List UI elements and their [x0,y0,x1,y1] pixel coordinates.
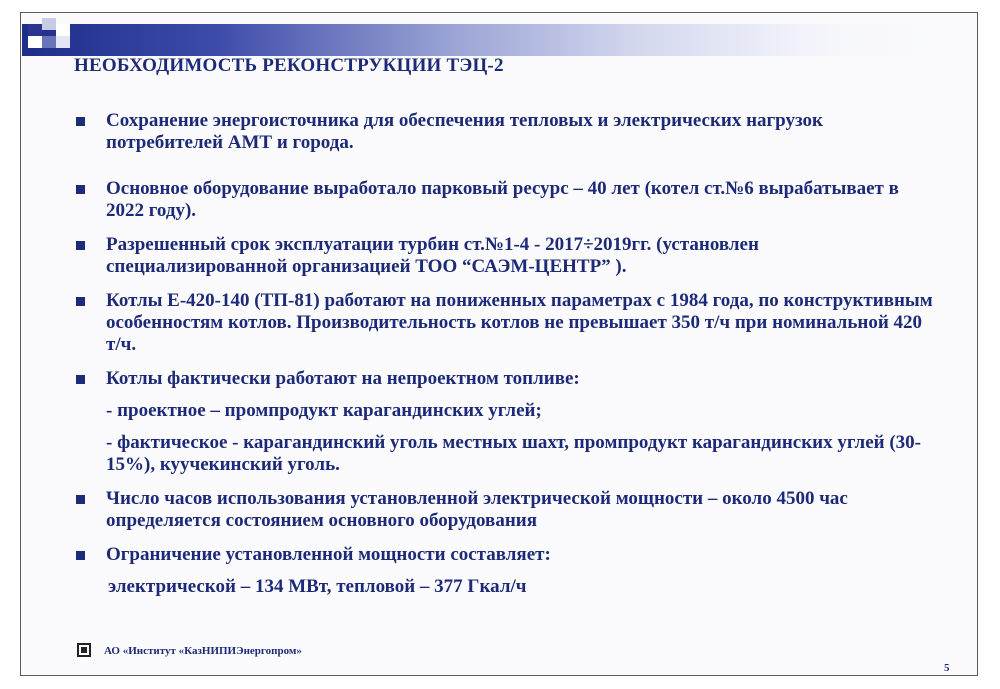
bullet-square-icon [76,241,85,250]
bullet-square-icon [76,117,85,126]
bullet-square-icon [76,551,85,560]
list-item [76,234,936,278]
list-item-text: Основное оборудование выработало парковый ресурс – 40 лет (котел ст.№6 вырабатывает в 2022 году). [106,178,899,221]
footer-organization: АО «Институт «КазНИПИЭнергопром» [104,645,302,657]
sub-item: - фактическое - карагандинский уголь местных шахт, промпродукт карагандинских углей (30-15%), куучекинский уголь. [106,432,921,475]
list-item [76,110,936,154]
bullet-square-icon [76,375,85,384]
list-item [76,544,936,566]
header-gradient-band [22,24,972,56]
bullet-square-icon [76,297,85,306]
list-item [76,178,936,222]
list-item-text: Число часов использования установленной электрической мощности – около 4500 час определяется состоянием основного оборудования [106,488,848,531]
list-item-text: Разрешенный срок эксплуатации турбин ст.№1-4 - 2017÷2019гг. (установлен специализированной организацией ТОО “САЭМ-ЦЕНТР” ). [106,234,759,277]
slide-content [76,110,936,598]
list-item [76,488,936,532]
company-logo-icon [77,643,91,657]
list-item-text: Ограничение установленной мощности составляет: [106,544,551,565]
bullet-square-icon [76,185,85,194]
page-number: 5 [944,662,950,674]
list-item [76,368,936,390]
sub-item: электрической – 134 МВт, тепловой – 377 Гкал/ч [108,576,527,597]
bullet-square-icon [76,495,85,504]
list-item-text: Сохранение энергоисточника для обеспечения тепловых и электрических нагрузок потребителей АМТ и города. [106,110,823,153]
slide-title: НЕОБХОДИМОСТЬ РЕКОНСТРУКЦИИ ТЭЦ-2 [74,55,504,76]
list-item-text: Котлы фактически работают на непроектном топливе: [106,368,580,389]
sub-item: - проектное – промпродукт карагандинских углей; [106,400,542,421]
list-item [76,290,936,356]
list-item-text: Котлы Е-420-140 (ТП-81) работают на пониженных параметрах с 1984 года, по конструктивным особенностям котлов. Производительность котлов не превышает 350 т/ч при номинальной 420 т/ч. [106,290,933,355]
